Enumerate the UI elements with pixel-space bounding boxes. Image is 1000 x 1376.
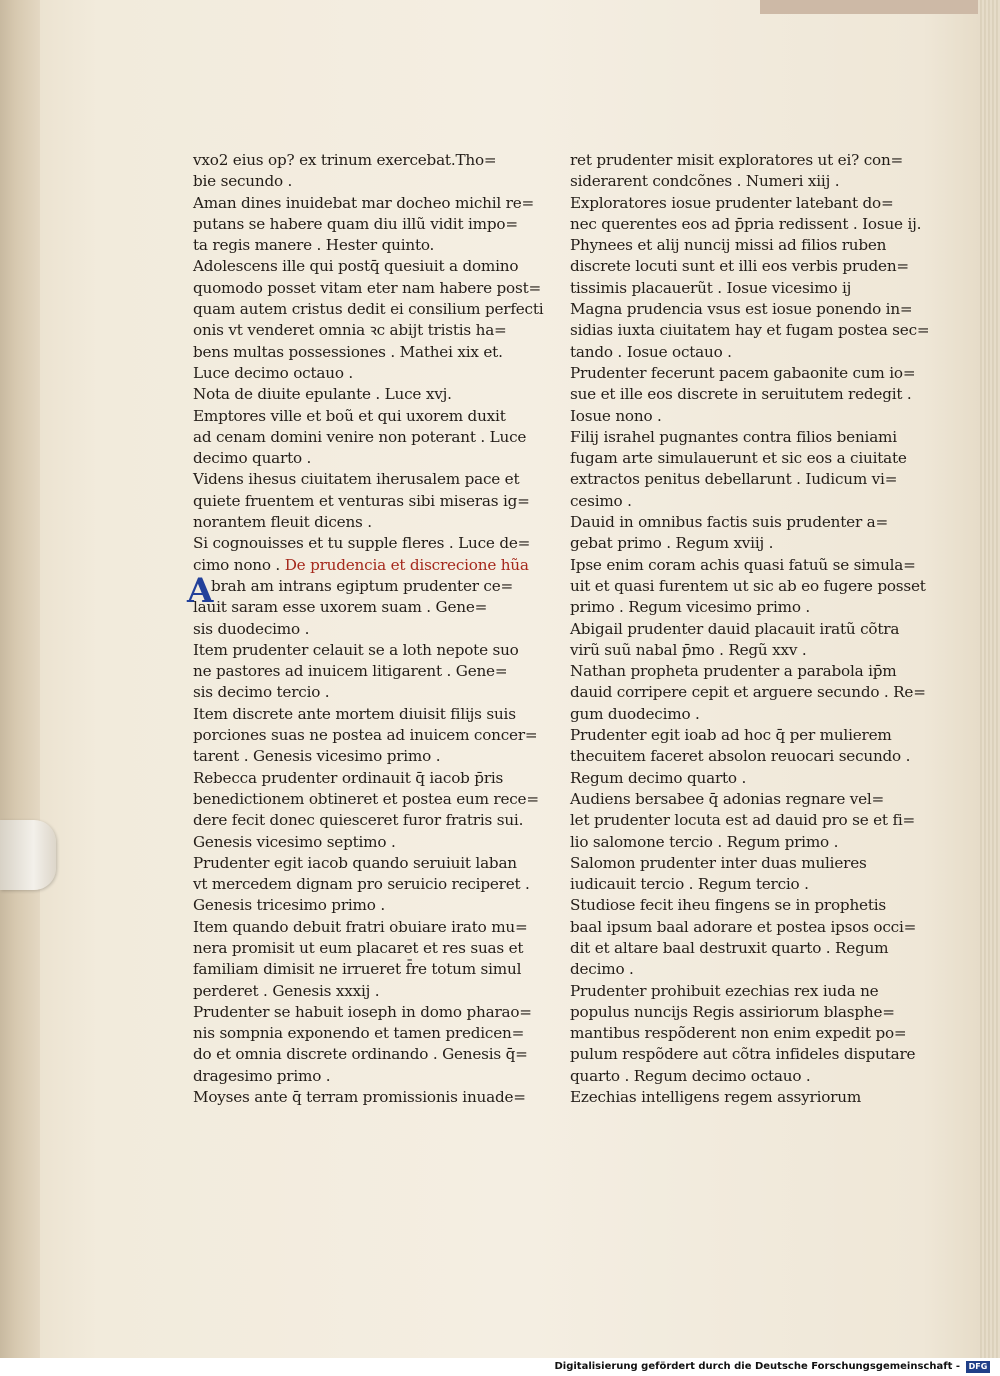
line-text: Videns ihesus ciuitatem iherusalem pace et: [193, 470, 520, 489]
page-edges: [978, 0, 1000, 1358]
text-line: [570, 917, 917, 938]
line-text: decimo quarto .: [193, 449, 312, 468]
line-text: Magna prudencia vsus est iosue ponendo in=: [570, 300, 913, 319]
text-line: [570, 619, 900, 640]
text-line: [193, 150, 523, 171]
text-line: [570, 235, 900, 256]
text-line: [570, 491, 900, 512]
text-line: [570, 1044, 916, 1065]
text-line: [570, 576, 926, 597]
text-line: [193, 193, 535, 214]
line-text: extractos penitus debellarunt . Iudicum vi=: [570, 470, 898, 489]
line-text: lio salomone tercio . Regum primo .: [570, 832, 839, 851]
line-text: porciones suas ne postea ad inuicem concer=: [193, 726, 538, 745]
text-line: [570, 853, 900, 874]
line-text: cesimo .: [570, 491, 632, 510]
line-text: Exploratores iosue prudenter latebant do=: [570, 193, 894, 212]
line-text: dit et altare baal destruxit quarto . Regum: [570, 938, 889, 957]
line-text: cimo nono .: [193, 555, 281, 574]
left-text-column: [187, 150, 544, 1108]
text-line: [193, 384, 523, 405]
line-text: Studiose fecit iheu fingens se in prophetis: [570, 896, 886, 915]
text-line: [193, 1044, 528, 1065]
line-text: Nathan propheta prudenter a parabola ip̄m: [570, 662, 897, 681]
line-text: dragesimo primo .: [193, 1066, 331, 1085]
line-text: gum duodecimo .: [570, 704, 700, 723]
line-text: Ezechias intelligens regem assyriorum: [570, 1088, 862, 1107]
text-line: [570, 193, 900, 214]
line-text: decimo .: [570, 960, 634, 979]
line-text: vt mercedem dignam pro seruicio reciperet .: [193, 875, 530, 894]
line-text: Abigail prudenter dauid placauit iratũ cõtra: [570, 619, 900, 638]
line-text: Iosue nono .: [570, 406, 662, 425]
text-line: [193, 299, 544, 320]
line-text: ta regis manere . Hester quinto.: [193, 236, 435, 255]
line-text: Dauid in omnibus factis suis prudenter a=: [570, 513, 889, 532]
line-text: siderarent condcõnes . Numeri xiij .: [570, 172, 840, 191]
line-text: Ipse enim coram achis quasi fatuũ se simula=: [570, 555, 916, 574]
dfg-logo-icon: DFG: [966, 1361, 990, 1373]
line-text: thecuitem faceret absolon reuocari secundo .: [570, 747, 911, 766]
text-line: [570, 342, 900, 363]
line-text: Filij israhel pugnantes contra filios beniami: [570, 427, 897, 446]
text-line: [570, 895, 900, 916]
line-text: tando . Iosue octauo .: [570, 342, 732, 361]
text-line: [570, 150, 904, 171]
text-line: [570, 938, 900, 959]
line-text: pulum respõdere aut cõtra infideles disputare: [570, 1045, 916, 1064]
text-line: [570, 469, 900, 490]
line-text: gebat primo . Regum xviij .: [570, 534, 774, 553]
line-text: Prudenter egit iacob quando seruiuit laban: [193, 853, 517, 872]
text-line: [193, 256, 523, 277]
line-text: quarto . Regum decimo octauo .: [570, 1066, 811, 1085]
text-line: [570, 512, 900, 533]
text-line: [570, 874, 900, 895]
line-text: ad cenam domini venire non poterant . Luce: [193, 427, 527, 446]
text-line: [193, 363, 523, 384]
line-text: sue et ille eos discrete in seruitutem redegit .: [570, 385, 912, 404]
text-line: [193, 768, 523, 789]
text-line: [193, 533, 531, 554]
text-line: [193, 214, 523, 235]
text-line: [570, 256, 909, 277]
text-line: [193, 640, 523, 661]
footer-credit: Digitalisierung gefördert durch die Deutsche Forschungsgemeinschaft -: [554, 1361, 960, 1372]
line-text: tissimis placauerũt . Iosue vicesimo ij: [570, 278, 852, 297]
line-text: bens multas possessiones . Mathei xix et.: [193, 342, 503, 361]
line-text: familiam dimisit ne irrueret f̄re totum simul: [193, 960, 522, 979]
line-text: discrete locuti sunt et illi eos verbis pruden=: [570, 257, 909, 276]
line-text: perderet . Genesis xxxij .: [193, 981, 380, 1000]
line-text: quiete fruentem et venturas sibi miseras ig=: [193, 491, 530, 510]
line-text: Prudenter se habuit ioseph in domo pharao=: [193, 1002, 532, 1021]
text-line: [193, 491, 530, 512]
line-text: brah am intrans egiptum prudenter ce=: [211, 576, 514, 595]
text-line: [193, 682, 523, 703]
text-line: [193, 1023, 523, 1044]
text-line: [570, 832, 900, 853]
text-line: [570, 384, 912, 405]
line-text: Phynees et alij nuncij missi ad filios ruben: [570, 236, 887, 255]
text-line: [193, 959, 523, 980]
decorated-initial: A: [187, 570, 214, 611]
line-text: norantem fleuit dicens .: [193, 513, 372, 532]
text-line: [570, 171, 900, 192]
text-line: [193, 320, 523, 341]
line-text: Prudenter fecerunt pacem gabaonite cum io=: [570, 363, 916, 382]
text-line: [193, 917, 528, 938]
text-line: [193, 938, 523, 959]
line-text: bie secundo .: [193, 172, 293, 191]
text-line: [193, 512, 523, 533]
text-line: [570, 406, 900, 427]
text-line: [570, 320, 930, 341]
text-line: [570, 1023, 907, 1044]
text-line: [193, 427, 527, 448]
text-line: [193, 725, 538, 746]
text-line: [193, 278, 542, 299]
line-text: tarent . Genesis vicesimo primo .: [193, 747, 441, 766]
line-text: Aman dines inuidebat mar docheo michil re=: [193, 193, 535, 212]
line-text: putans se habere quam diu illũ vidit impo=: [193, 214, 518, 233]
line-text: virũ suũ nabal p̄mo . Regũ xxv .: [570, 640, 807, 659]
line-text: benedictionem obtineret et postea eum rece=: [193, 789, 539, 808]
text-line: [570, 959, 900, 980]
text-line: [570, 363, 916, 384]
binding-edge: [0, 0, 40, 1358]
text-line: [193, 981, 523, 1002]
line-text: ne pastores ad inuicem litigarent . Gene=: [193, 662, 508, 681]
line-text: Prudenter egit ioab ad hoc q̄ per mulierem: [570, 726, 892, 745]
top-edge-strip: [760, 0, 1000, 14]
line-text: uit et quasi furentem ut sic ab eo fugere posset: [570, 576, 926, 595]
line-text: sidias iuxta ciuitatem hay et fugam postea sec=: [570, 321, 930, 340]
text-line: [193, 874, 530, 895]
line-text: Genesis vicesimo septimo .: [193, 832, 396, 851]
text-line: [570, 214, 922, 235]
text-line: [570, 278, 900, 299]
text-line: [570, 640, 900, 661]
rubric-heading: De prudencia et discrecione hũa: [284, 555, 529, 574]
text-line: [570, 1002, 900, 1023]
text-line: [193, 619, 523, 640]
text-line: [570, 448, 907, 469]
text-line: [193, 853, 523, 874]
line-text: iudicauit tercio . Regum tercio .: [570, 875, 809, 894]
line-text: Genesis tricesimo primo .: [193, 896, 385, 915]
text-line: [570, 746, 911, 767]
line-text: Luce decimo octauo .: [193, 363, 354, 382]
text-line: [193, 342, 523, 363]
line-text: Audiens bersabee q̄ adonias regnare vel=: [570, 789, 885, 808]
line-text: fugam arte simulauerunt et sic eos a ciuitate: [570, 449, 907, 468]
line-text: Item discrete ante mortem diuisit filijs suis: [193, 704, 516, 723]
line-text: Prudenter prohibuit ezechias rex iuda ne: [570, 981, 879, 1000]
text-line: [193, 895, 523, 916]
text-line: [193, 406, 523, 427]
text-line: [570, 682, 926, 703]
text-line: [570, 789, 900, 810]
line-text: Moyses ante q̄ terram promissionis inuade=: [193, 1088, 526, 1107]
line-text: Rebecca prudenter ordinauit q̄ iacob p̄ris: [193, 768, 504, 787]
text-line: [570, 704, 900, 725]
line-text: sis decimo tercio .: [193, 683, 330, 702]
text-line: [570, 1087, 900, 1108]
line-text: Item prudenter celauit se a loth nepote suo: [193, 640, 519, 659]
line-text: baal ipsum baal adorare et postea ipsos occi=: [570, 917, 917, 936]
line-text: Si cognouisses et tu supple fleres . Luce de=: [193, 534, 531, 553]
text-line: [193, 810, 523, 831]
text-line: [193, 235, 523, 256]
line-text: quam autem cristus dedit ei consilium perfecti: [193, 300, 544, 319]
text-line: [193, 555, 529, 576]
line-text: Nota de diuite epulante . Luce xvj.: [193, 385, 452, 404]
text-line: [193, 469, 523, 490]
line-text: quomodo posset vitam eter nam habere post=: [193, 278, 542, 297]
text-line: [193, 789, 539, 810]
text-line: [570, 299, 913, 320]
line-text: dauid corripere cepit et arguere secundo . Re=: [570, 683, 926, 702]
line-text: Emptores ville et boũ et qui uxorem duxit: [193, 406, 506, 425]
text-line: [570, 725, 900, 746]
text-line: [570, 533, 900, 554]
text-line: [570, 427, 900, 448]
line-text: nec querentes eos ad p̄pria redissent . Iosue ij.: [570, 214, 922, 233]
text-line: [570, 768, 900, 789]
text-line: [193, 597, 523, 618]
text-line: [193, 1066, 523, 1087]
text-line: [193, 448, 523, 469]
footer-bar: [0, 1358, 1000, 1376]
page-clip: [0, 820, 56, 890]
text-line: [193, 704, 523, 725]
line-text: nera promisit ut eum placaret et res suas et: [193, 938, 524, 957]
line-text: let prudenter locuta est ad dauid pro se et fi=: [570, 811, 916, 830]
text-line: [193, 171, 523, 192]
text-line: [570, 597, 900, 618]
text-line: [570, 810, 916, 831]
line-text: Item quando debuit fratri obuiare irato mu=: [193, 917, 528, 936]
line-text: dere fecit donec quiesceret furor fratris sui.: [193, 811, 524, 830]
line-text: Adolescens ille qui postq̄ quesiuit a domino: [193, 257, 519, 276]
line-text: do et omnia discrete ordinando . Genesis q̄=: [193, 1045, 528, 1064]
line-text: lauit saram esse uxorem suam . Gene=: [193, 598, 488, 617]
text-line: [193, 746, 523, 767]
line-text: vxo2 eius op? ex trinum exercebat.Tho=: [193, 151, 497, 169]
text-line: [193, 661, 523, 682]
text-line: [570, 1066, 900, 1087]
line-text: Regum decimo quarto .: [570, 768, 747, 787]
line-text: mantibus respõderent non enim expedit po=: [570, 1024, 907, 1043]
text-line: [193, 832, 523, 853]
text-line: [193, 1002, 532, 1023]
line-text: primo . Regum vicesimo primo .: [570, 598, 811, 617]
line-text: Salomon prudenter inter duas mulieres: [570, 853, 867, 872]
line-text: populus nuncijs Regis assiriorum blasphe=: [570, 1002, 895, 1021]
right-text-column: [570, 150, 930, 1108]
text-line: [570, 555, 916, 576]
text-line: [193, 1087, 526, 1108]
line-text: ret prudenter misit exploratores ut ei? con=: [570, 151, 904, 169]
line-text: nis sompnia exponendo et tamen predicen=: [193, 1024, 525, 1043]
text-line: [570, 661, 900, 682]
text-line: [570, 981, 900, 1002]
line-text: sis duodecimo .: [193, 619, 310, 638]
line-text: onis vt venderet omnia ꝛc abijt tristis ha=: [193, 321, 507, 340]
